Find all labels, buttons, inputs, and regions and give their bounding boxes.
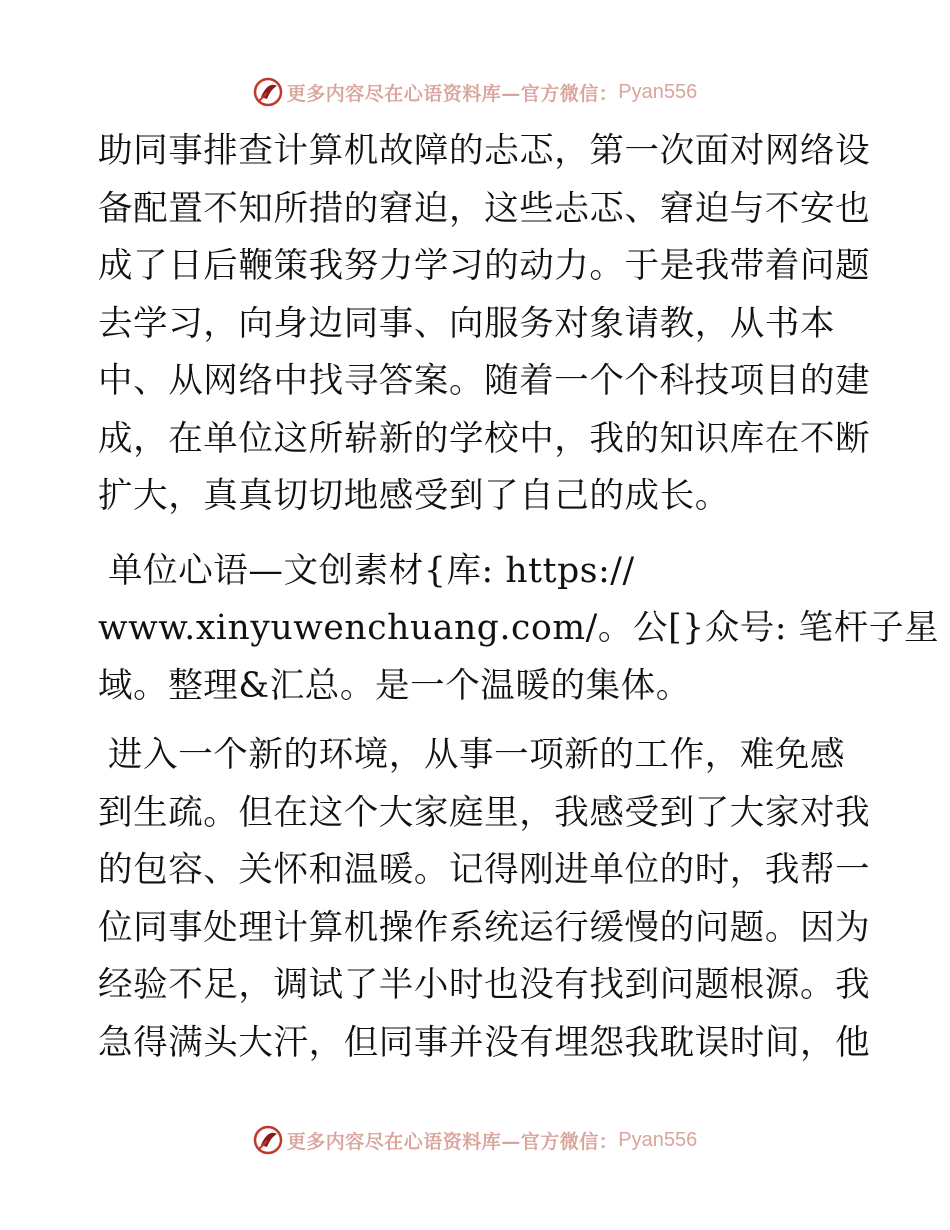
text-line: 域。整理&汇总。是一个温暖的集体。 <box>98 665 691 706</box>
text-line: 助同事排查计算机故障的忐忑，第一次面对网络设 <box>98 131 871 171</box>
header-wechat-id: Pyan556 <box>618 80 698 103</box>
text-line: 位同事处理计算机操作系统运行缓慢的问题。因为 <box>98 907 871 948</box>
paragraph-1 <box>98 123 871 526</box>
footer-wechat-id: Pyan556 <box>618 1128 698 1151</box>
text-line: 进入一个新的环境，从事一项新的工作，难免感 <box>108 735 846 775</box>
text-line: 单位心语—文创素材{库: https:// <box>108 550 635 591</box>
header-banner-text: 更多内容尽在心语资料库—官方微信： <box>286 82 619 105</box>
text-line: 成，在单位这所崭新的学校中，我的知识库在不断 <box>98 418 871 459</box>
text-line: 成了日后鞭策我努力学习的动力。于是我带着问题 <box>98 246 871 286</box>
logo-icon <box>253 77 283 107</box>
text-line: www.xinyuwenchuang.com/。公[}众号: 笔杆子星 <box>98 608 940 648</box>
paragraph-3 <box>98 727 871 1072</box>
text-line: 急得满头大汗，但同事并没有埋怨我耽误时间，他 <box>98 1022 871 1063</box>
footer-banner <box>0 1120 950 1160</box>
text-line: 经验不足，调试了半小时也没有找到问题根源。我 <box>98 965 871 1005</box>
logo-icon <box>253 1125 283 1155</box>
header-banner <box>0 72 950 112</box>
text-line: 备配置不知所措的窘迫，这些忐忑、窘迫与不安也 <box>98 188 871 229</box>
paragraph-2 <box>98 543 940 716</box>
text-line: 去学习，向身边同事、向服务对象请教，从书本 <box>98 303 836 344</box>
footer-banner-text: 更多内容尽在心语资料库—官方微信： <box>286 1130 619 1153</box>
text-line: 到生疏。但在这个大家庭里，我感受到了大家对我 <box>98 792 871 833</box>
text-line: 扩大，真真切切地感受到了自己的成长。 <box>98 476 730 516</box>
text-line: 中、从网络中找寻答案。随着一个个科技项目的建 <box>98 361 871 401</box>
document-body <box>98 123 940 1072</box>
text-line: 的包容、关怀和温暖。记得刚进单位的时，我帮一 <box>98 850 871 890</box>
